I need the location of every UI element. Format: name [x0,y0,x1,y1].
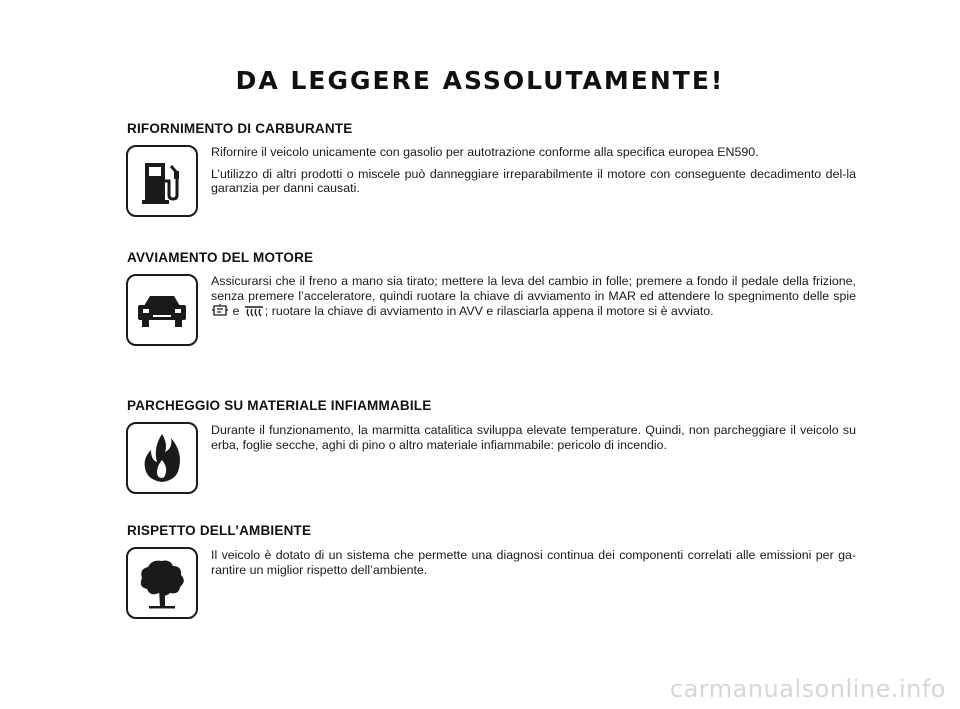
section-body-start [211,274,856,329]
paragraph-end: ; ruotare la chiave di avviamento in AVV e rilasciarla appena il motore si è avviato. [264,304,714,319]
paragraph: Rifornire il veicolo unicamente con gasolio per autotrazione conforme alla specifica europea EN590. [211,145,759,159]
fire-icon [137,430,187,486]
paragraph: Il veicolo è dotato di un sistema che permette una diagnosi continua dei componenti correlati alle emissioni per ga-rantire un miglior rispetto dell’ambiente. [211,548,856,577]
page-title: DA LEGGERE ASSOLUTAMENTE! [235,66,725,95]
environment-section-icon-box [126,547,198,619]
section-body-parking [211,423,856,459]
section-heading-start: AVVIAMENTO DEL MOTORE [127,250,314,265]
section-body-fuel [211,145,856,203]
start-section-icon-box [126,274,198,346]
paragraph: L’utilizzo di altri prodotti o miscele può danneggiare irreparabilmente il motore con conseguente decadimento del-la garanzia per danni causati. [211,166,856,196]
watermark: carmanualsonline.info [669,675,946,703]
fault-warning-icon [211,303,229,322]
section-heading-parking: PARCHEGGIO SU MATERIALE INFIAMMABILE [127,398,432,413]
connector-text: e [232,304,240,319]
paragraph: Durante il funzionamento, la marmitta catalitica sviluppa elevate temperature. Quindi, non parcheggiare il veicolo su erba, foglie secche, aghi di pino o altro materiale infiammabile: pericolo di incendio. [211,423,856,452]
car-icon [134,290,190,330]
tree-icon [135,555,189,611]
section-heading-environment: RISPETTO DELL’AMBIENTE [127,523,312,538]
section-heading-fuel: RIFORNIMENTO DI CARBURANTE [127,121,353,136]
paragraph-start: Assicurarsi che il freno a mano sia tirato; mettere la leva del cambio in folle; premere a fondo il pedale della frizione, senza premere l’acceleratore, quindi ruotare la chiave di avviamento in MAR ed attendere lo spegnimento delle spie [211,274,856,303]
fuel-section-icon-box [126,145,198,217]
parking-section-icon-box [126,422,198,494]
glow-plug-icon [243,305,265,322]
section-body-environment [211,548,856,584]
fuel-pump-icon [136,155,188,207]
